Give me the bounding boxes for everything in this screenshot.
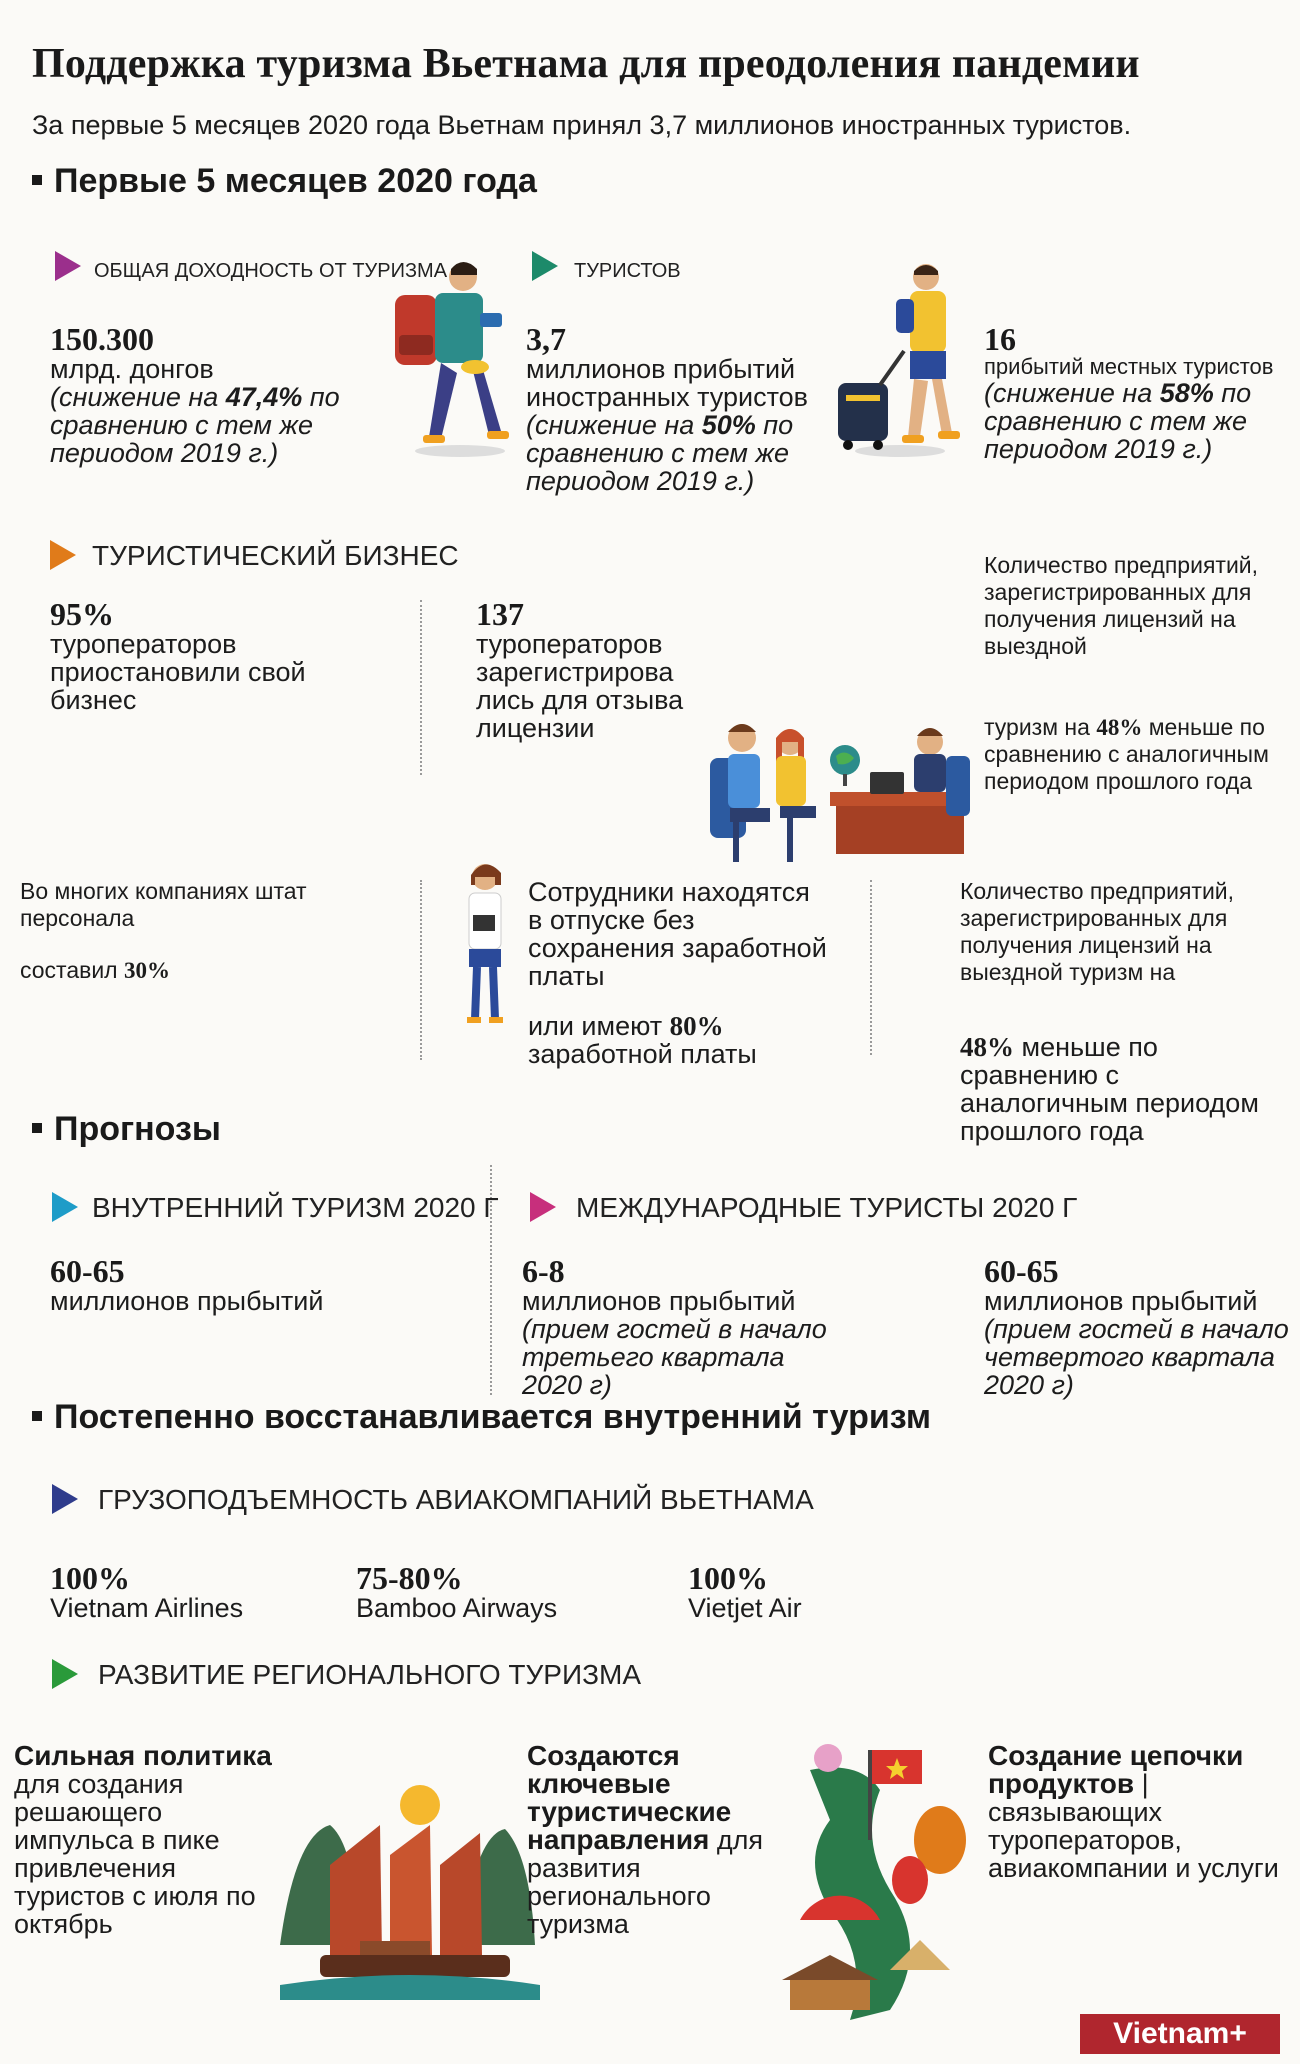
domestic-triangle-icon <box>52 1192 78 1222</box>
divider <box>870 880 872 1055</box>
income-category: ОБЩАЯ ДОХОДНОСТЬ ОТ ТУРИЗМА <box>94 260 448 282</box>
divider <box>420 600 422 775</box>
domestic-forecast-unit: миллионов прыбытий <box>50 1286 324 1316</box>
halong-bay-illustration <box>270 1755 545 2000</box>
licenses-bottom-text: Количество предприятий, зарегистрированных для получения лицензий на выездной туризм на <box>960 878 1235 985</box>
section-bullet <box>32 175 42 185</box>
domestic-category: ВНУТРЕННИЙ ТУРИЗМ 2020 Г <box>92 1192 499 1223</box>
vietnamplus-logo: Vietnam+ <box>1080 2014 1280 2054</box>
foreign-tourists-block <box>526 323 856 495</box>
intl-q3-block <box>522 1255 852 1399</box>
section-heading: Постепенно восстанавливается внутренний туризм <box>54 1398 931 1436</box>
intl-q4-block <box>984 1255 1294 1399</box>
local-tourists-value: 16 <box>984 321 1016 357</box>
section-first-5-months <box>32 162 537 201</box>
section-forecast <box>32 1110 221 1149</box>
staff-text: Во многих компаниях штат персонала <box>20 878 307 931</box>
airline-capacity: 100% <box>50 1560 130 1596</box>
vietnam-map-illustration <box>770 1730 975 2030</box>
intl-q3-value: 6-8 <box>522 1253 565 1289</box>
page-subtitle: За первые 5 месяцев 2020 года Вьетнам принял 3,7 миллионов иностранных туристов. <box>32 110 1132 140</box>
local-tourists-block <box>984 323 1294 463</box>
domestic-forecast-block <box>50 1255 450 1315</box>
intl-category: МЕЖДУНАРОДНЫЕ ТУРИСТЫ 2020 Г <box>576 1192 1078 1223</box>
airline-capacity: 100% <box>688 1560 768 1596</box>
licenses-top-detail: туризм на 48% меньше по сравнению с аналогичным периодом прошлого года <box>984 714 1269 794</box>
intl-q4-note: (прием гостей в начало четвертого квартала 2020 г) <box>984 1314 1289 1400</box>
intl-q4-unit: миллионов прыбытий <box>984 1286 1258 1316</box>
suspended-text: туроператоров приостановили свой бизнес <box>50 629 306 715</box>
regional-triangle-icon <box>52 1659 78 1689</box>
airlines-triangle-icon <box>52 1484 78 1514</box>
revoked-text: туроператоров зарегистрирова лись для отзыва лицензии <box>476 629 684 743</box>
regional-category: РАЗВИТИЕ РЕГИОНАЛЬНОГО ТУРИЗМА <box>98 1659 641 1690</box>
foreign-tourists-unit: миллионов прибытий иностранных туристов <box>526 354 809 412</box>
income-triangle-icon <box>55 251 81 281</box>
office-illustration <box>700 712 975 872</box>
foreign-tourists-note: (снижение на 50% по сравнению с тем же периодом 2019 г.) <box>526 410 794 496</box>
income-unit: млрд. донгов <box>50 354 214 384</box>
airline-item <box>688 1562 988 1622</box>
airline-item <box>50 1562 350 1622</box>
licenses-top-text: Количество предприятий, зарегистрированных для получения лицензий на выездной <box>984 552 1259 659</box>
section-heading: Прогнозы <box>54 1110 221 1148</box>
page-title: Поддержка туризма Вьетнама для преодоления пандемии <box>32 41 1140 87</box>
intl-triangle-icon <box>530 1192 556 1222</box>
intl-q4-value: 60-65 <box>984 1253 1059 1289</box>
section-bullet <box>32 1123 42 1133</box>
leave-pay: или имеют 80% <box>528 1011 724 1041</box>
business-triangle-icon <box>50 540 76 570</box>
airline-name: Vietjet Air <box>688 1593 802 1623</box>
backpacker-illustration <box>385 255 535 460</box>
income-value: 150.300 <box>50 321 154 357</box>
income-note: (снижение на 47,4% по сравнению с тем же периодом 2019 г.) <box>50 382 340 468</box>
section-heading: Первые 5 месяцев 2020 года <box>54 162 537 200</box>
airline-name: Bamboo Airways <box>356 1593 558 1623</box>
intl-q3-note: (прием гостей в начало третьего квартала 2020 г) <box>522 1314 827 1400</box>
suspended-value: 95% <box>50 596 114 632</box>
section-recovery <box>32 1398 931 1437</box>
tourists-triangle-icon <box>532 251 558 281</box>
revoked-value: 137 <box>476 596 524 632</box>
suspended-block <box>50 598 370 714</box>
chain-text: Создание цепочки продуктов | связывающих туроператоров, авиакомпании и услуги <box>988 1740 1279 1883</box>
policy-text: Сильная политика для создания решающего импульса в пике привлечения туристов с июля по октябрь <box>14 1740 272 1939</box>
revoked-block <box>476 598 736 742</box>
staff-share: составил 30% <box>20 957 170 983</box>
destinations-text: Создаются ключевые туристические направления для развития регионального туризма <box>527 1740 764 1939</box>
airlines-category: ГРУЗОПОДЪЕМНОСТЬ АВИАКОМПАНИЙ ВЬЕТНАМА <box>98 1484 814 1515</box>
business-category: ТУРИСТИЧЕСКИЙ БИЗНЕС <box>92 540 459 571</box>
intl-q3-unit: миллионов прыбытий <box>522 1286 796 1316</box>
divider <box>420 880 422 1060</box>
leave-text: Сотрудники находятся в отпуске без сохранения заработной платы <box>528 877 827 991</box>
airline-capacity: 75-80% <box>356 1560 463 1596</box>
leave-pay-text: заработной платы <box>528 1039 757 1069</box>
local-tourists-note: (снижение на 58% по сравнению с тем же периодом 2019 г.) <box>984 378 1252 464</box>
section-bullet <box>32 1411 42 1421</box>
employee-illustration <box>455 855 515 1030</box>
traveler-illustration <box>830 255 970 460</box>
foreign-tourists-value: 3,7 <box>526 321 566 357</box>
local-tourists-unit: прибытий местных туристов <box>984 354 1274 379</box>
tourists-category: ТУРИСТОВ <box>574 260 681 282</box>
domestic-forecast-value: 60-65 <box>50 1253 125 1289</box>
airline-name: Vietnam Airlines <box>50 1593 244 1623</box>
airline-item <box>356 1562 656 1622</box>
licenses-bottom-detail: 48% меньше по сравнению с аналогичным периодом прошлого года <box>960 1032 1259 1146</box>
income-block <box>50 323 400 467</box>
